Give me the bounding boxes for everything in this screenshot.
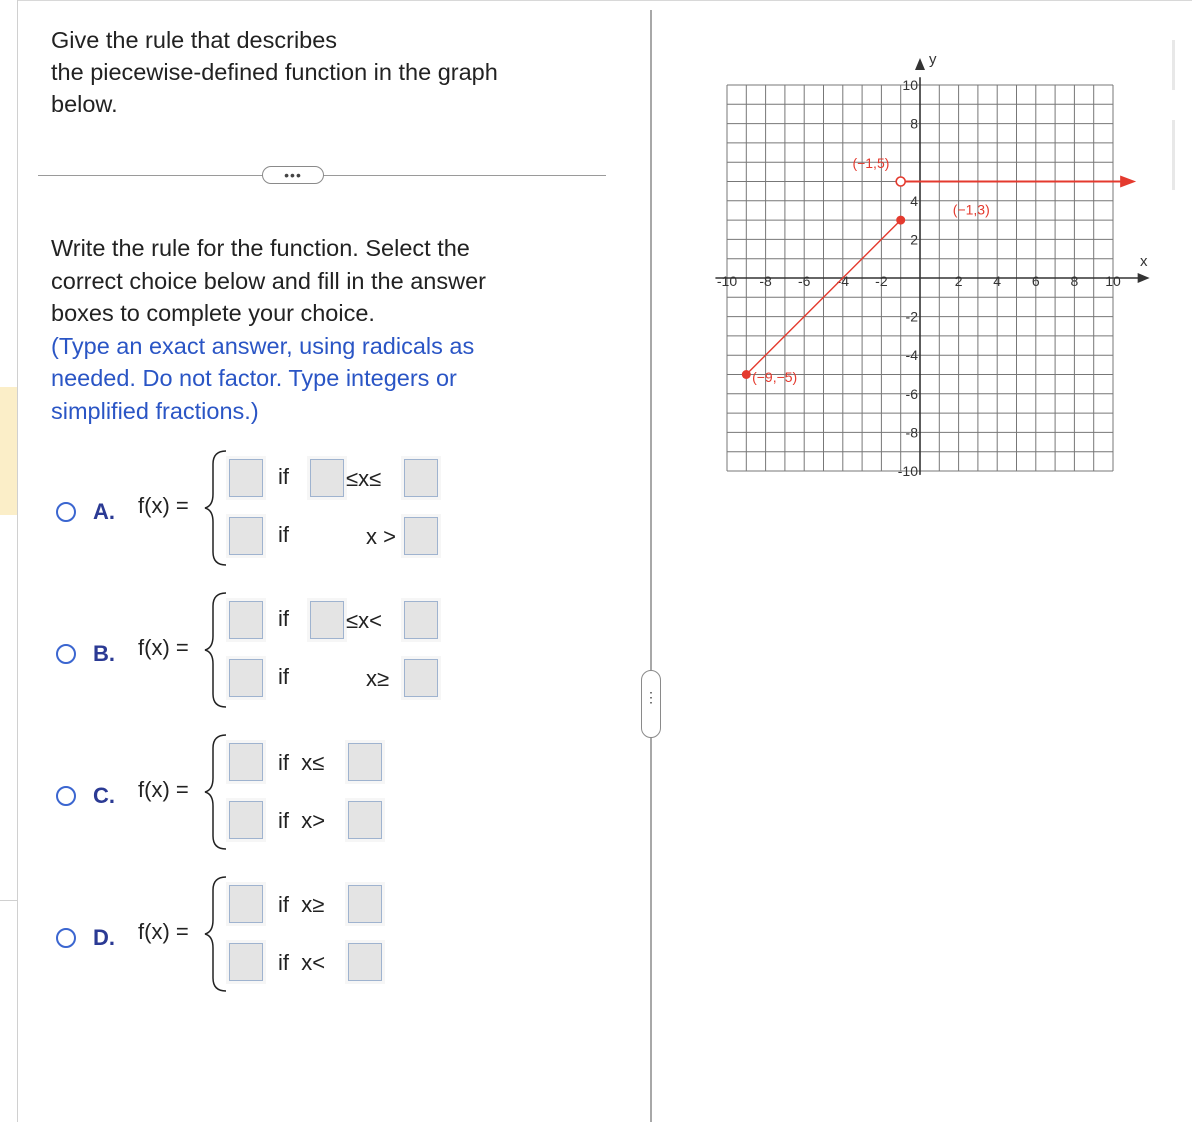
- y-axis-label: y: [929, 50, 937, 68]
- choice-c-expr-2-box[interactable]: [229, 801, 263, 839]
- axes: [715, 58, 1149, 475]
- choice-c-bound-2-box[interactable]: [348, 801, 382, 839]
- choice-a-cond-2: x >: [366, 524, 396, 549]
- x-tick-label: 2: [954, 273, 963, 289]
- hint-line-2: needed. Do not factor. Type integers or: [51, 365, 457, 391]
- choice-a-if-2: if: [278, 522, 289, 547]
- choice-a-bound-2-box[interactable]: [404, 517, 438, 555]
- choice-c-letter: C.: [93, 783, 115, 808]
- choice-a-lower-box[interactable]: [310, 459, 344, 497]
- choice-d-expr-2-box[interactable]: [229, 943, 263, 981]
- choice-b-if-1: if: [278, 606, 289, 631]
- y-tick-label: -2: [905, 308, 918, 325]
- choice-b-lower-box[interactable]: [310, 601, 344, 639]
- expand-more-button[interactable]: •••: [262, 166, 324, 184]
- left-border: [17, 0, 18, 1122]
- choice-c-bound-1-box[interactable]: [348, 743, 382, 781]
- y-axis-arrow: [915, 58, 925, 70]
- top-border: [18, 0, 1192, 1]
- function-graph: [716, 28, 1170, 479]
- panel-divider[interactable]: [650, 10, 652, 1122]
- hint-line-3: simplified fractions.): [51, 397, 259, 424]
- question-prompt: [51, 24, 591, 120]
- y-tick-label: -8: [905, 424, 918, 441]
- choice-d-radio[interactable]: [56, 928, 76, 948]
- choice-a-if-1: if: [278, 464, 289, 489]
- choice-c-fx: f(x) =: [138, 777, 189, 802]
- y-tick-label: -6: [905, 385, 918, 402]
- instruction-line-3: boxes to complete your choice.: [51, 300, 375, 326]
- choice-d-bound-2-box[interactable]: [348, 943, 382, 981]
- choice-a-brace: [200, 448, 230, 568]
- choice-d-fx: f(x) =: [138, 919, 189, 944]
- choice-b-expr-2-box[interactable]: [229, 659, 263, 697]
- right-scroll-indicator-1: [1172, 40, 1175, 90]
- point-label-2: (−1,3): [952, 201, 990, 218]
- x-tick-label: -2: [875, 273, 888, 289]
- x-tick-label: 10: [1105, 273, 1121, 289]
- choice-d-cond-2: if x<: [278, 950, 326, 975]
- x-axis-label: x: [1140, 253, 1148, 270]
- x-axis-arrow: [1138, 273, 1150, 283]
- choice-b-upper-box[interactable]: [404, 601, 438, 639]
- ray-arrow: [1120, 176, 1136, 188]
- closed-point-end: [896, 216, 905, 225]
- closed-point-start: [742, 370, 751, 379]
- choice-a-radio[interactable]: [56, 502, 76, 522]
- choice-b-radio[interactable]: [56, 644, 76, 664]
- choice-b-brace: [200, 590, 230, 710]
- point-label-3: (−1,5): [852, 154, 890, 171]
- choice-b-bound-2-box[interactable]: [404, 659, 438, 697]
- panel-resize-handle[interactable]: ⋮: [641, 670, 661, 738]
- instruction-line-2: correct choice below and fill in the answer: [51, 267, 486, 294]
- prompt-line-2: the piecewise-defined function in the graph: [51, 59, 498, 85]
- prompt-line-3: below.: [51, 91, 118, 117]
- hint-line-1: (Type an exact answer, using radicals as: [51, 332, 475, 359]
- x-tick-label: -6: [797, 273, 811, 289]
- point-label-1: (−9,−5): [752, 369, 798, 386]
- choice-d-letter: D.: [93, 925, 115, 950]
- x-tick-label: 6: [1031, 273, 1040, 289]
- y-tick-label: 2: [910, 231, 918, 248]
- x-tick-label: 4: [993, 273, 1002, 289]
- choice-c-brace: [200, 732, 230, 852]
- y-tick-label: -10: [897, 463, 918, 479]
- right-scroll-indicator-2: [1172, 120, 1175, 190]
- choice-a-fx: f(x) =: [138, 493, 189, 518]
- choice-a-expr-1-box[interactable]: [229, 459, 263, 497]
- y-tick-label: -4: [905, 347, 918, 364]
- left-highlight-tab[interactable]: [0, 387, 17, 515]
- choice-c-radio[interactable]: [56, 786, 76, 806]
- x-tick-label: 8: [1070, 273, 1079, 289]
- choice-d-bound-1-box[interactable]: [348, 885, 382, 923]
- x-tick-label: -8: [759, 273, 772, 289]
- choice-d-expr-1-box[interactable]: [229, 885, 263, 923]
- choice-d-brace: [200, 874, 230, 994]
- choice-b-cond-2: x≥: [366, 666, 390, 691]
- choice-b-fx: f(x) =: [138, 635, 189, 660]
- choice-b-cond-1: ≤x<: [346, 608, 382, 633]
- x-tick-label: -4: [836, 273, 850, 289]
- choice-a-letter: A.: [93, 499, 115, 524]
- x-tick-label: -10: [716, 273, 738, 289]
- choice-a-cond-1: ≤x≤: [346, 466, 382, 491]
- y-tick-label: 10: [902, 77, 918, 93]
- choice-d-cond-1: if x≥: [278, 892, 325, 917]
- choice-b-if-2: if: [278, 664, 289, 689]
- choice-c-expr-1-box[interactable]: [229, 743, 263, 781]
- left-tick: [0, 900, 17, 901]
- instructions: [51, 232, 591, 427]
- choice-c-cond-1: if x≤: [278, 750, 325, 775]
- choice-a-expr-2-box[interactable]: [229, 517, 263, 555]
- choice-a-upper-box[interactable]: [404, 459, 438, 497]
- choice-b-expr-1-box[interactable]: [229, 601, 263, 639]
- y-tick-label: 8: [910, 115, 918, 132]
- open-point: [896, 177, 905, 186]
- prompt-line-1: Give the rule that describes: [51, 27, 338, 53]
- choice-b-letter: B.: [93, 641, 115, 666]
- instruction-line-1: Write the rule for the function. Select the: [51, 235, 470, 261]
- choice-c-cond-2: if x>: [278, 808, 326, 833]
- y-tick-label: 4: [910, 192, 918, 209]
